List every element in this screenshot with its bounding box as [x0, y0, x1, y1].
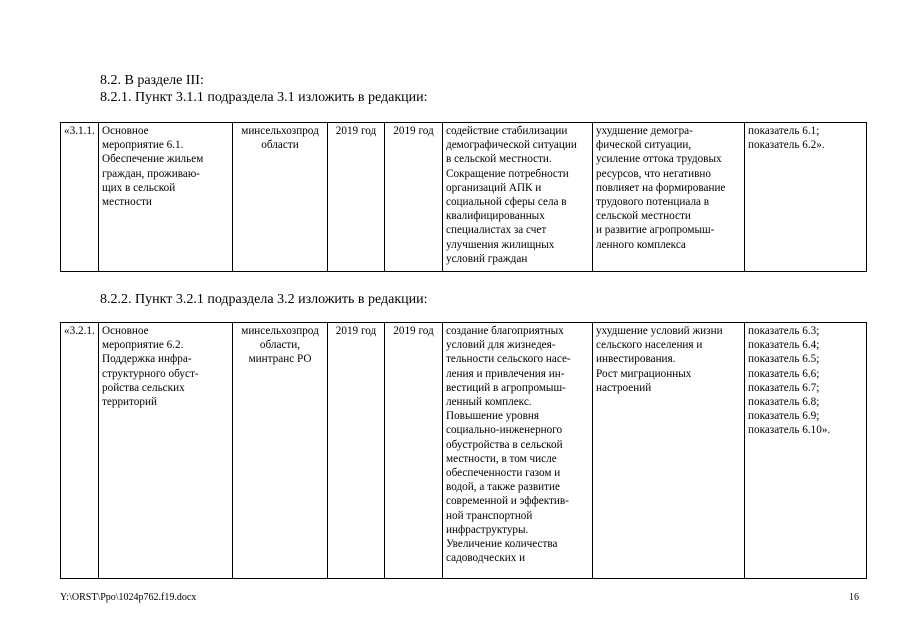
cell-line: водой, а также развитие [446, 481, 560, 494]
cell-line: настроений [596, 381, 652, 394]
cell-line: условий для жизнедея- [446, 339, 556, 352]
cell-line: показатель 6.7; [748, 381, 820, 394]
cell-line: современной и эффектив- [446, 495, 569, 508]
cell-line: местности [102, 196, 152, 209]
cell-line: показатель 6.3; [748, 325, 820, 337]
cell-line: показатель 6.9; [748, 410, 820, 423]
executor-cell [233, 323, 328, 579]
cell-line: социально-инженерного [446, 424, 563, 437]
cell-line: садоводческих и [446, 552, 526, 565]
cell-line: ройства сельских [102, 381, 185, 394]
cell-line: минсельхозпрод [241, 125, 319, 137]
cell-line: показатель 6.6; [748, 367, 820, 380]
cell-line: обустройства в сельской [446, 438, 563, 451]
cell-line: показатель 6.1; [748, 125, 820, 137]
cell-line: вестиций в агропромыш- [446, 381, 566, 394]
cell-line: демографической ситуации [446, 139, 577, 152]
cell-line: ресурсов, что негативно [596, 167, 711, 180]
cell-line: показатель 6.4; [748, 339, 820, 352]
end-year: 2019 год [385, 123, 443, 272]
cell-line: мероприятие 6.1. [102, 139, 184, 152]
cell-line: Сокращение потребности [446, 167, 569, 180]
cell-line: специалистах за счет [446, 224, 547, 237]
cell-line: ления и привлечения ин- [446, 367, 565, 380]
indicators-cell [745, 323, 867, 579]
cell-line: усиление оттока трудовых [596, 153, 722, 166]
event-cell [99, 123, 233, 272]
cell-line: создание благоприятных [446, 325, 564, 337]
cell-line: ленный комплекс. [446, 396, 532, 409]
item-number: «3.2.1. [61, 323, 99, 579]
cell-line: инвестирования. [596, 353, 676, 366]
cell-line: структурного обуст- [102, 367, 199, 380]
table-row [61, 123, 867, 272]
footer-page-number: 16 [849, 592, 859, 603]
cell-line: ной транспортной [446, 509, 533, 522]
cell-line: области, [259, 339, 301, 352]
cell-line: обеспеченности газом и [446, 467, 561, 480]
cell-line: минсельхозпрод [241, 325, 319, 337]
cell-line: и развитие агропромыш- [596, 224, 715, 237]
cell-line: в сельской местности. [446, 153, 552, 166]
start-year: 2019 год [328, 123, 385, 272]
cell-line: области [261, 139, 299, 152]
cell-line: Основное [102, 125, 149, 137]
result-cell [443, 123, 593, 272]
cell-line: ухудшение условий жизни [596, 325, 723, 337]
section-heading: 8.2. В разделе III: [100, 73, 204, 88]
subsection-heading-3-1-1: 8.2.1. Пункт 3.1.1 подраздела 3.1 изложить в редакции: [100, 90, 428, 105]
cell-line: содействие стабилизации [446, 125, 568, 137]
cell-line: трудового потенциала в [596, 196, 710, 209]
cell-line: квалифицированных [446, 210, 545, 223]
cell-line: Рост миграционных [596, 367, 692, 380]
cell-line: показатель 6.8; [748, 396, 820, 409]
cell-line: фической ситуации, [596, 139, 692, 152]
table-item-3-2-1 [60, 322, 867, 579]
subsection-heading-3-2-1: 8.2.2. Пункт 3.2.1 подраздела 3.2 изложить в редакции: [100, 292, 428, 307]
footer-file-path: Y:\ORST\Ppo\1024p762.f19.docx [60, 592, 197, 603]
cell-line: показатель 6.2». [748, 139, 825, 152]
cell-line: мероприятие 6.2. [102, 339, 184, 352]
table-row [61, 323, 867, 579]
cell-line: Повышение уровня [446, 410, 539, 423]
cell-line: Основное [102, 325, 149, 337]
cell-line: организаций АПК и [446, 181, 542, 194]
cell-line: минтранс РО [248, 353, 312, 366]
cell-line: тельности сельского насе- [446, 353, 571, 366]
executor-cell [233, 123, 328, 272]
cell-line: сельской местности [596, 210, 691, 223]
consequences-cell [593, 323, 745, 579]
table-item-3-1-1 [60, 122, 867, 272]
cell-line: граждан, проживаю- [102, 167, 200, 180]
cell-line: повлияет на формирование [596, 181, 726, 194]
cell-line: ленного комплекса [596, 238, 686, 251]
cell-line: сельского населения и [596, 339, 703, 352]
result-cell [443, 323, 593, 579]
consequences-cell [593, 123, 745, 272]
cell-line: улучшения жилищных [446, 238, 555, 251]
cell-line: Обеспечение жильем [102, 153, 204, 166]
cell-line: социальной сферы села в [446, 196, 567, 209]
indicators-cell [745, 123, 867, 272]
cell-line: инфраструктуры. [446, 523, 529, 536]
cell-line: ухудшение демогра- [596, 125, 693, 137]
start-year: 2019 год [328, 323, 385, 579]
event-cell [99, 323, 233, 579]
cell-line: показатель 6.10». [748, 424, 831, 437]
cell-line: местности, в том числе [446, 452, 557, 465]
cell-line: щих в сельской [102, 181, 176, 194]
cell-line: Поддержка инфра- [102, 353, 192, 366]
cell-line: территорий [102, 396, 157, 409]
cell-line: условий граждан [446, 252, 528, 265]
cell-line: Увеличение количества [446, 538, 558, 551]
end-year: 2019 год [385, 323, 443, 579]
item-number: «3.1.1. [61, 123, 99, 272]
cell-line: показатель 6.5; [748, 353, 820, 366]
